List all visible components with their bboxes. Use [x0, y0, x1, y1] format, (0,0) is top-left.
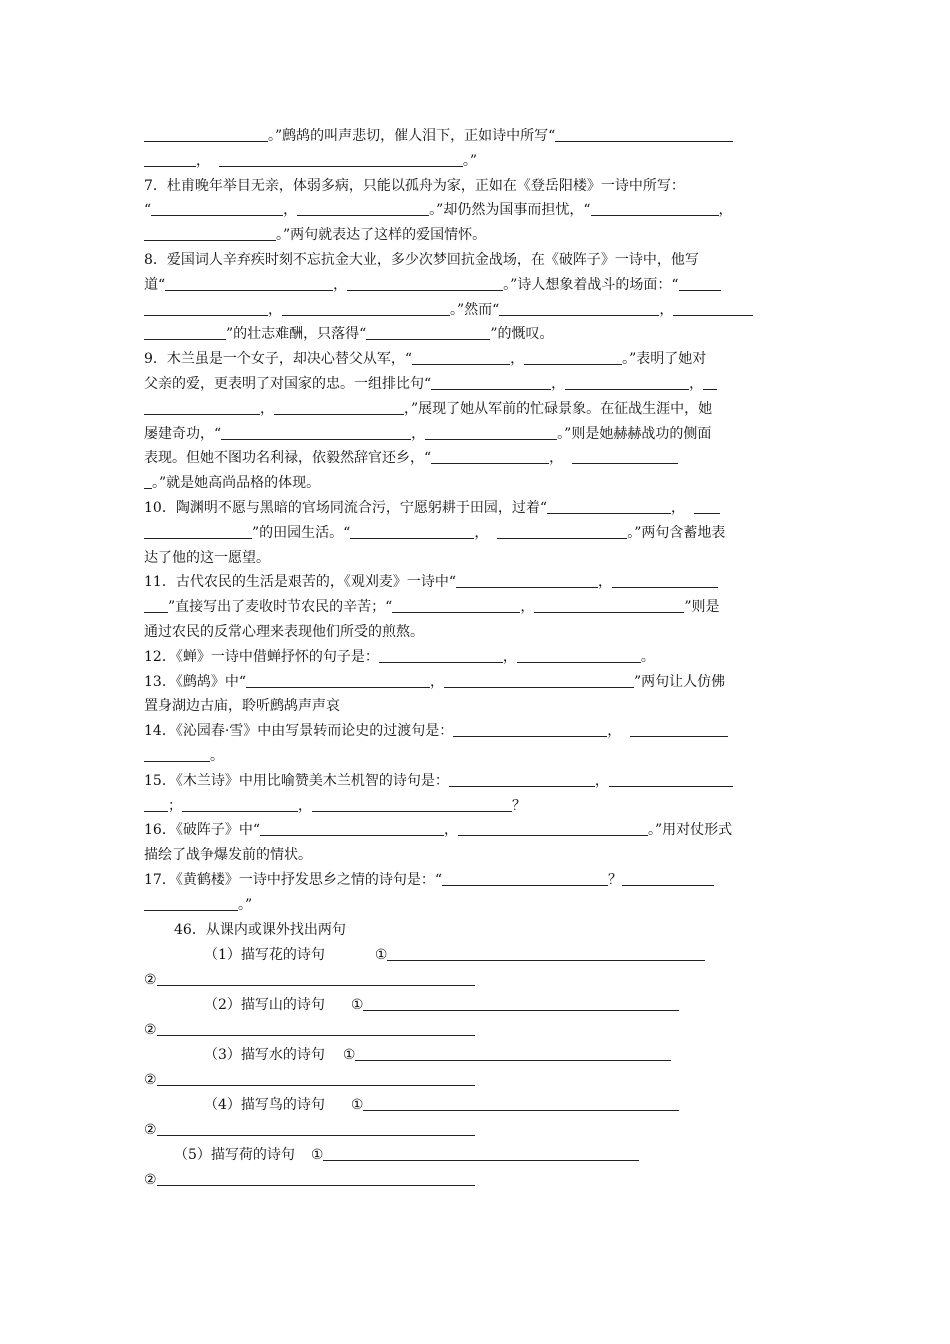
q16-text: 描绘了战争爆发前的情状。	[144, 847, 312, 864]
answer-blank[interactable]	[363, 994, 679, 1011]
q12-line-1	[144, 645, 806, 670]
q9-line-6	[144, 471, 806, 496]
answer-blank[interactable]	[524, 348, 622, 365]
answer-blank[interactable]	[157, 1019, 475, 1036]
circled-two: ②	[144, 1071, 157, 1088]
q11-line-2	[144, 595, 806, 620]
q16-text: 16．《破阵子》中“	[144, 822, 260, 839]
q13-line-1	[144, 670, 806, 695]
answer-blank[interactable]	[456, 571, 598, 588]
q6-text: 。”鹧鸪的叫声悲切，催人泪下，正如诗中所写“	[268, 128, 556, 144]
answer-blank[interactable]	[144, 472, 152, 489]
answer-blank[interactable]	[144, 398, 260, 415]
q17-line-1	[144, 868, 806, 893]
answer-blank[interactable]	[431, 447, 549, 464]
answer-blank[interactable]	[165, 274, 333, 291]
answer-blank[interactable]	[517, 646, 641, 663]
answer-blank[interactable]	[274, 398, 404, 415]
q11-text: ，	[520, 599, 535, 616]
q9-text: 。”表明了她对	[622, 351, 707, 368]
q9-text: 。”则是她赫赫战功的侧面	[557, 425, 712, 442]
q10-text: ，	[474, 524, 489, 541]
answer-blank[interactable]	[679, 274, 721, 291]
q6-text: 。”	[462, 152, 478, 169]
q7-line-3	[144, 223, 806, 248]
q16-line-1	[144, 818, 806, 843]
q15-line-2	[144, 794, 806, 819]
q7-text: 。”却仍然为国事而担忧，“	[429, 202, 591, 219]
answer-blank[interactable]	[157, 1169, 475, 1186]
q8-text: ”的壮志难酬，只落得“	[226, 326, 367, 343]
circled-one: ①	[342, 1046, 356, 1063]
q46-item-2	[144, 993, 806, 1018]
answer-blank[interactable]	[497, 522, 627, 539]
q8-text: ，	[659, 301, 674, 318]
q12-text: 。	[640, 648, 655, 665]
answer-blank[interactable]	[312, 795, 512, 812]
answer-blank[interactable]	[144, 224, 276, 241]
q8-text: ，	[268, 301, 282, 318]
answer-blank[interactable]	[499, 299, 659, 316]
q17-text: 。”	[238, 896, 253, 913]
q8-text: ”的慨叹。	[490, 326, 554, 343]
q46-title: 46．从课内或课外找出两句	[174, 921, 346, 938]
answer-blank[interactable]	[609, 770, 733, 787]
q9-text: 屡建奇功，“	[144, 425, 222, 442]
answer-blank[interactable]	[151, 199, 283, 216]
q46-item-label: （5）描写荷的诗句	[174, 1146, 295, 1163]
q7-text: 7．杜甫晚年举目无亲，体弱多病，只能以孤舟为家，正如在《登岳阳楼》一诗中所写：	[144, 177, 685, 194]
q10-text: ，	[670, 499, 685, 516]
answer-blank[interactable]	[347, 274, 503, 291]
q14-line-2	[144, 744, 806, 769]
answer-blank[interactable]	[260, 819, 444, 836]
answer-blank[interactable]	[547, 497, 671, 514]
q9-text: ，	[411, 425, 426, 442]
q9-text: ，	[689, 375, 704, 392]
q9-text: ，	[260, 400, 274, 417]
q7-line-2	[144, 198, 806, 223]
q46-item-4	[144, 1093, 806, 1118]
answer-blank[interactable]	[387, 944, 705, 961]
answer-blank[interactable]	[323, 1144, 639, 1161]
q8-line-2	[144, 273, 806, 298]
q11-text: ”则是	[684, 599, 720, 616]
q17-line-2	[144, 893, 806, 918]
q13-text: 13．《鹧鸪》中“	[144, 673, 246, 690]
q46-item-3	[144, 1043, 806, 1068]
q13-text: 置身湖边古庙，聆听鹧鸪声声哀	[144, 698, 340, 715]
answer-blank[interactable]	[555, 125, 733, 142]
q17-text: 17．《黄鹤楼》一诗中抒发思乡之情的诗句是：“	[144, 871, 442, 888]
q11-text: ，	[597, 574, 612, 591]
answer-blank[interactable]	[392, 596, 520, 613]
q8-line-3	[144, 298, 806, 323]
q11-text: 通过农民的反常心理来表现他们所受的煎熬。	[144, 623, 424, 640]
circled-two: ②	[144, 1021, 157, 1038]
q8-text: ，	[333, 276, 348, 293]
q13-text: ，	[429, 673, 444, 690]
q7-text: ，	[718, 202, 733, 219]
answer-blank[interactable]	[355, 1044, 671, 1061]
answer-blank[interactable]	[282, 299, 450, 316]
q9-text: 表现。但她不图功名利禄，依毅然辞官还乡，“	[144, 450, 432, 467]
answer-blank[interactable]	[157, 1069, 475, 1086]
q11-line-1	[144, 570, 806, 595]
q16-text: 。”用对仗形式	[647, 822, 733, 839]
q15-text: ？	[512, 797, 526, 814]
q9-line-2	[144, 372, 806, 397]
q46-item-1-second	[144, 968, 806, 993]
q46-item-4-second	[144, 1118, 806, 1143]
answer-blank[interactable]	[458, 819, 648, 836]
answer-blank[interactable]	[366, 323, 490, 340]
answer-blank[interactable]	[182, 795, 298, 812]
q11-text: ”直接写出了麦收时节农民的辛苦；“	[168, 599, 393, 616]
answer-blank[interactable]	[363, 1094, 679, 1111]
q46-item-5-second	[144, 1168, 806, 1193]
answer-blank[interactable]	[431, 373, 551, 390]
answer-blank[interactable]	[144, 745, 210, 762]
q8-line-4	[144, 322, 806, 347]
q46-item-3-second	[144, 1068, 806, 1093]
q13-text: ”两句让人仿佛	[633, 673, 726, 690]
q10-line-3	[144, 546, 806, 571]
q7-line-1	[144, 174, 806, 199]
q17-text: ？	[607, 871, 622, 888]
answer-blank[interactable]	[449, 770, 595, 787]
q9-line-5	[144, 446, 806, 471]
q8-line-1	[144, 248, 806, 273]
q6-text: ，	[196, 152, 210, 169]
q15-text: ；	[168, 797, 182, 814]
q7-text: “	[144, 202, 152, 219]
q46-item-1	[144, 943, 806, 968]
q7-text: 。”两句就表达了这样的爱国情怀。	[276, 227, 487, 244]
q9-line-3	[144, 397, 806, 422]
q46-item-5	[144, 1143, 806, 1168]
circled-one: ①	[310, 1146, 324, 1163]
q8-text: 。”然而“	[450, 301, 500, 318]
answer-blank[interactable]	[694, 497, 720, 514]
answer-blank[interactable]	[144, 522, 252, 539]
answer-blank[interactable]	[425, 423, 557, 440]
answer-blank[interactable]	[630, 720, 728, 737]
answer-blank[interactable]	[612, 571, 718, 588]
answer-blank[interactable]	[572, 447, 678, 464]
answer-blank[interactable]	[412, 348, 510, 365]
answer-blank[interactable]	[144, 894, 238, 911]
answer-blank[interactable]	[703, 373, 717, 390]
answer-blank[interactable]	[591, 199, 719, 216]
q10-text: 。”两句含蓄地表	[627, 524, 726, 541]
q9-text: 父亲的爱，更表明了对国家的忠。一组排比句“	[144, 375, 432, 392]
answer-blank[interactable]	[534, 596, 684, 613]
q10-text: 达了他的这一愿望。	[144, 549, 270, 566]
answer-blank[interactable]	[622, 869, 714, 886]
q14-text: 。	[210, 747, 224, 764]
q6-line-1	[144, 124, 806, 149]
q16-line-2	[144, 843, 806, 868]
q13-line-2	[144, 694, 806, 719]
q15-text: ，	[298, 797, 312, 814]
answer-blank[interactable]	[144, 150, 196, 167]
q46-item-label: （1）描写花的诗句	[204, 946, 325, 963]
q14-line-1	[144, 719, 806, 744]
q46-item-label: （2）描写山的诗句	[204, 996, 325, 1013]
q9-text: 9．木兰虽是一个女子，却决心替父从军，“	[144, 351, 413, 368]
answer-blank[interactable]	[565, 373, 689, 390]
q9-text: ，	[549, 450, 564, 467]
q11-text: 11．古代农民的生活是艰苦的，《观刈麦》一诗中“	[144, 574, 456, 591]
q46-item-2-second	[144, 1018, 806, 1043]
circled-two: ②	[144, 1121, 157, 1138]
answer-blank[interactable]	[444, 671, 634, 688]
answer-blank[interactable]	[144, 596, 168, 613]
circled-one: ①	[350, 996, 364, 1013]
q46-item-label: （3）描写水的诗句	[204, 1046, 325, 1063]
q10-text: ”的田园生活。“	[252, 524, 351, 541]
worksheet	[144, 124, 806, 1193]
q9-text: ，	[510, 351, 525, 368]
q8-text: 8．爱国词人辛弃疾时刻不忘抗金大业，多少次梦回抗金战场，在《破阵子》一诗中，他写	[144, 251, 699, 268]
q10-line-2	[144, 521, 806, 546]
answer-blank[interactable]	[219, 150, 463, 167]
q46-item-label: （4）描写鸟的诗句	[204, 1096, 325, 1113]
answer-blank[interactable]	[246, 671, 430, 688]
circled-one: ①	[350, 1096, 364, 1113]
q16-text: ，	[443, 822, 458, 839]
q9-line-4	[144, 422, 806, 447]
circled-one: ①	[374, 946, 388, 963]
answer-blank[interactable]	[157, 1119, 475, 1136]
answer-blank[interactable]	[144, 299, 268, 316]
q14-text: ，	[607, 723, 622, 740]
q11-line-3	[144, 620, 806, 645]
answer-blank[interactable]	[673, 299, 753, 316]
q15-text: ，	[594, 772, 609, 789]
q10-line-1	[144, 496, 806, 521]
q12-text: ，	[502, 648, 517, 665]
q15-text: 15．《木兰诗》中用比喻赞美木兰机智的诗句是：	[144, 772, 449, 789]
q8-text: 。”诗人想象着战斗的场面：“	[503, 276, 679, 293]
answer-blank[interactable]	[221, 423, 411, 440]
q9-text: 。”就是她高尚品格的体现。	[152, 475, 321, 492]
answer-blank[interactable]	[350, 522, 474, 539]
q9-text: ，	[551, 375, 566, 392]
circled-two: ②	[144, 1171, 157, 1188]
answer-blank[interactable]	[453, 720, 607, 737]
q15-line-1	[144, 769, 806, 794]
answer-blank[interactable]	[157, 969, 475, 986]
q9-line-1	[144, 347, 806, 372]
q10-text: 10．陶渊明不愿与黑暗的官场同流合污，宁愿躬耕于田园，过着“	[144, 499, 547, 516]
q8-text: 道“	[144, 276, 166, 293]
answer-blank[interactable]	[144, 323, 226, 340]
q9-text: ，”展现了她从军前的忙碌景象。在征战生涯中，她	[404, 400, 713, 417]
answer-blank[interactable]	[297, 199, 429, 216]
q6-line-2	[144, 149, 806, 174]
q7-text: ，	[283, 202, 298, 219]
circled-two: ②	[144, 971, 157, 988]
q14-text: 14．《沁园春·雪》中由写景转而论史的过渡句是：	[144, 723, 454, 740]
answer-blank[interactable]	[442, 869, 608, 886]
answer-blank[interactable]	[379, 646, 503, 663]
answer-blank[interactable]	[144, 795, 168, 812]
q12-text: 12．《蝉》一诗中借蝉抒怀的句子是：	[144, 648, 379, 665]
answer-blank[interactable]	[144, 125, 268, 142]
